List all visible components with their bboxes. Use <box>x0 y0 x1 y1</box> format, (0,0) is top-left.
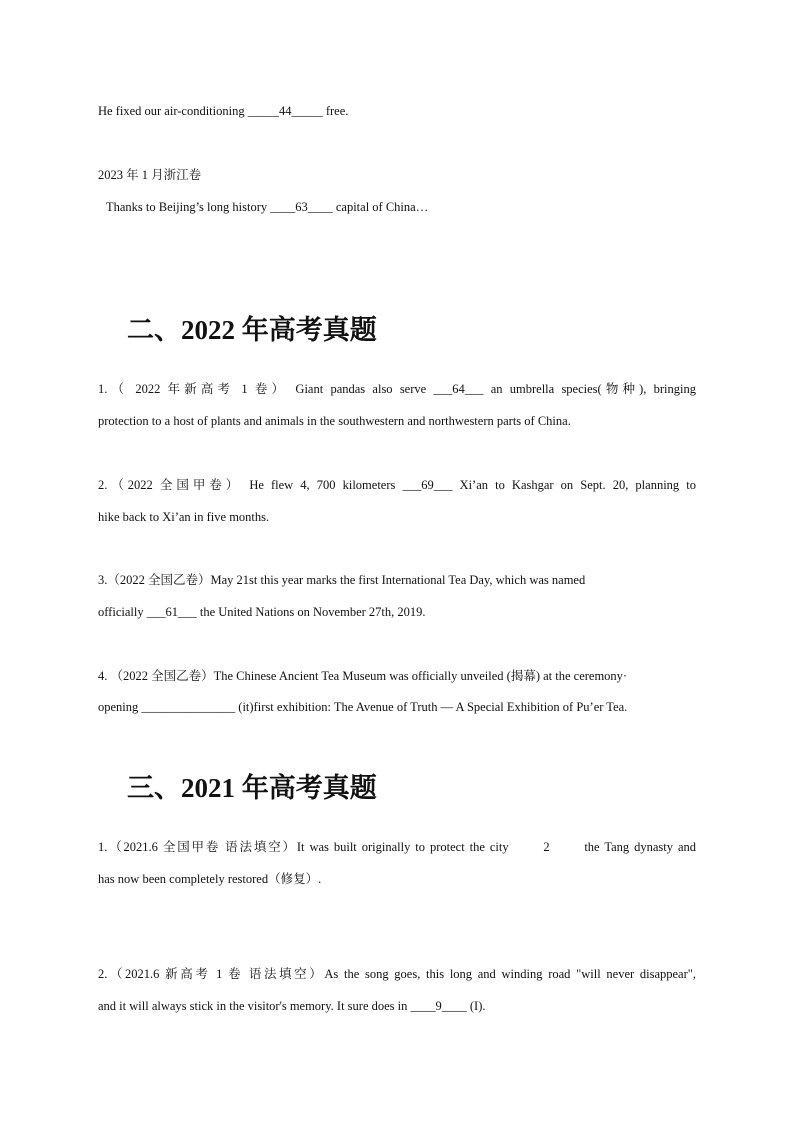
blank-63: ____63____ <box>270 200 333 214</box>
question-2021-2-line1: 2.（2021.6 新高考 1 卷 语法填空）As the song goes, this long and winding road "will never disappear", <box>98 967 696 981</box>
question-text: (I). <box>466 999 486 1013</box>
question-text: (it)first exhibition: The Avenue of Truth — A Special Exhibition of Pu’er Tea. <box>235 700 628 714</box>
sentence-text: free. <box>322 104 349 118</box>
blank-it: _______________ <box>141 700 236 714</box>
question-2022-4-line1: 4. （2022 全国乙卷）The Chinese Ancient Tea Museum was officially unveiled (揭幕) at the ceremony· <box>98 669 628 683</box>
sentence-text: Thanks to Beijing’s long history <box>106 200 271 214</box>
question-2021-1-line2: has now been completely restored（修复）. <box>98 872 322 886</box>
blank-69: ___69___ <box>402 478 453 492</box>
question-2022-1-line2: protection to a host of plants and animals in the southwestern and northwestern parts of China. <box>98 414 571 428</box>
question-text: 1.（ 2022 年新高考 1 卷） Giant pandas also serve <box>98 382 434 396</box>
question-2021-2-line2 <box>98 998 696 1014</box>
blank-44: _____44_____ <box>247 104 323 118</box>
question-2022-2-line1 <box>98 477 696 493</box>
question-text: and it will always stick in the visitor's memory. It sure does in <box>98 999 411 1013</box>
question-text: 1.（2021.6 全国甲卷 语法填空）It was built originally to protect the city <box>98 840 514 854</box>
question-text: the Tang dynasty and <box>579 840 697 854</box>
fill-blank-sentence-63 <box>106 199 696 215</box>
sentence-text: capital of China… <box>332 200 429 214</box>
question-2022-1-line1 <box>98 381 696 397</box>
question-2021-1-line1 <box>98 839 696 855</box>
source-label: 2023 年 1 月浙江卷 <box>98 168 202 182</box>
question-2022-3-line1: 3.（2022 全国乙卷）May 21st this year marks the first International Tea Day, which was named <box>98 573 586 587</box>
question-text: Xi’an to Kashgar on Sept. 20, planning to <box>452 478 696 492</box>
blank-2: 2 <box>513 840 580 854</box>
question-text: officially <box>98 605 147 619</box>
blank-9: ____9____ <box>410 999 467 1013</box>
question-text: opening <box>98 700 142 714</box>
question-2022-3-line2 <box>98 604 696 620</box>
question-2022-2-line2: hike back to Xi’an in five months. <box>98 510 270 524</box>
question-text: the United Nations on November 27th, 2019. <box>196 605 426 619</box>
blank-64: ___64___ <box>433 382 484 396</box>
section-heading-2021: 三、2021 年高考真题 <box>127 773 377 803</box>
question-text: an umbrella species(物种), bringing <box>483 382 696 396</box>
blank-61: ___61___ <box>146 605 197 619</box>
section-heading-2022: 二、2022 年高考真题 <box>127 315 377 345</box>
fill-blank-sentence-44 <box>98 103 696 119</box>
question-2022-4-line2 <box>98 699 696 715</box>
sentence-text: He fixed our air-conditioning <box>98 104 248 118</box>
question-text: 2.（2022 全国甲卷） He flew 4, 700 kilometers <box>98 478 403 492</box>
